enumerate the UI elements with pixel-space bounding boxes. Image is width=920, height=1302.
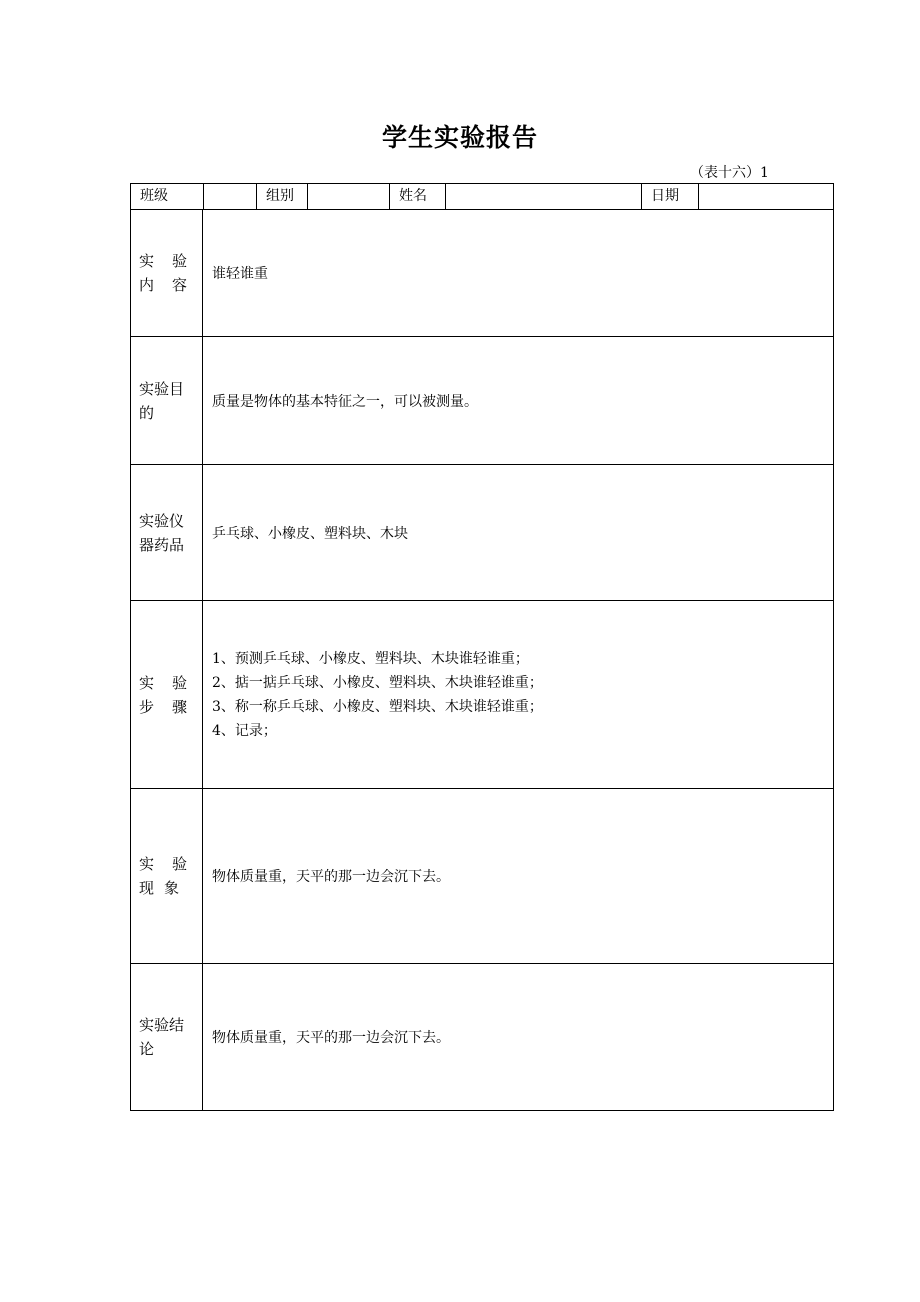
section-content — [131, 209, 833, 337]
label-line: 的 — [139, 403, 155, 422]
label-line: 实验目 — [139, 379, 185, 398]
steps-list — [212, 647, 543, 743]
group-field[interactable] — [308, 184, 390, 209]
section-label — [131, 601, 203, 788]
page-title: 学生实验报告 — [381, 123, 538, 152]
content-text: 谁轻谁重 — [212, 265, 268, 282]
date-field[interactable] — [699, 184, 833, 209]
section-steps — [131, 601, 833, 789]
label-char: 象 — [163, 879, 179, 897]
section-equipment — [131, 465, 833, 601]
section-label — [131, 337, 203, 464]
label-char: 实 — [139, 855, 155, 873]
conclusion-text: 物体质量重，天平的那一边会沉下去。 — [212, 1030, 450, 1046]
date-label: 日期 — [642, 184, 699, 209]
section-text — [203, 601, 833, 788]
section-text — [203, 789, 833, 963]
list-item: 3、称一称乒乓球、小橡皮、塑料块、木块谁轻谁重； — [212, 698, 543, 715]
label-char: 验 — [171, 251, 187, 270]
section-label — [131, 789, 203, 963]
report-table — [130, 183, 834, 1111]
section-label — [131, 964, 203, 1110]
section-label — [131, 465, 203, 600]
label-char: 验 — [171, 855, 187, 873]
header-row — [131, 184, 833, 210]
class-label: 班级 — [131, 184, 204, 209]
section-purpose — [131, 337, 833, 465]
section-label — [131, 209, 203, 336]
label-line: 实验仪 — [139, 511, 185, 530]
group-label: 组别 — [257, 184, 308, 209]
label-char: 骤 — [171, 697, 187, 716]
list-item: 1、预测乒乓球、小橡皮、塑料块、木块谁轻谁重； — [212, 650, 529, 667]
name-label: 姓名 — [390, 184, 446, 209]
list-item: 4、记录； — [212, 722, 277, 739]
label-line: 论 — [139, 1040, 155, 1058]
label-char: 容 — [171, 275, 187, 294]
label-line: 器药品 — [139, 535, 185, 554]
label-char: 步 — [139, 697, 155, 716]
section-text — [203, 465, 833, 600]
list-item: 2、掂一掂乒乓球、小橡皮、塑料块、木块谁轻谁重； — [212, 674, 543, 691]
section-conclusion — [131, 964, 833, 1110]
section-phenomenon — [131, 789, 833, 964]
section-text — [203, 964, 833, 1110]
section-text — [203, 337, 833, 464]
class-field[interactable] — [204, 184, 257, 209]
label-char: 实 — [139, 251, 155, 270]
equipment-text: 乒乓球、小橡皮、塑料块、木块 — [212, 525, 408, 542]
purpose-text: 质量是物体的基本特征之一，可以被测量。 — [212, 393, 478, 410]
label-char: 内 — [139, 275, 155, 294]
section-text — [203, 209, 833, 336]
label-char: 验 — [171, 673, 187, 692]
name-field[interactable] — [446, 184, 642, 209]
table-number: （表十六）1 — [690, 165, 769, 181]
label-char: 现 — [139, 879, 155, 897]
phenomenon-text: 物体质量重，天平的那一边会沉下去。 — [212, 869, 450, 885]
label-line: 实验结 — [139, 1016, 185, 1034]
label-char: 实 — [139, 673, 155, 692]
